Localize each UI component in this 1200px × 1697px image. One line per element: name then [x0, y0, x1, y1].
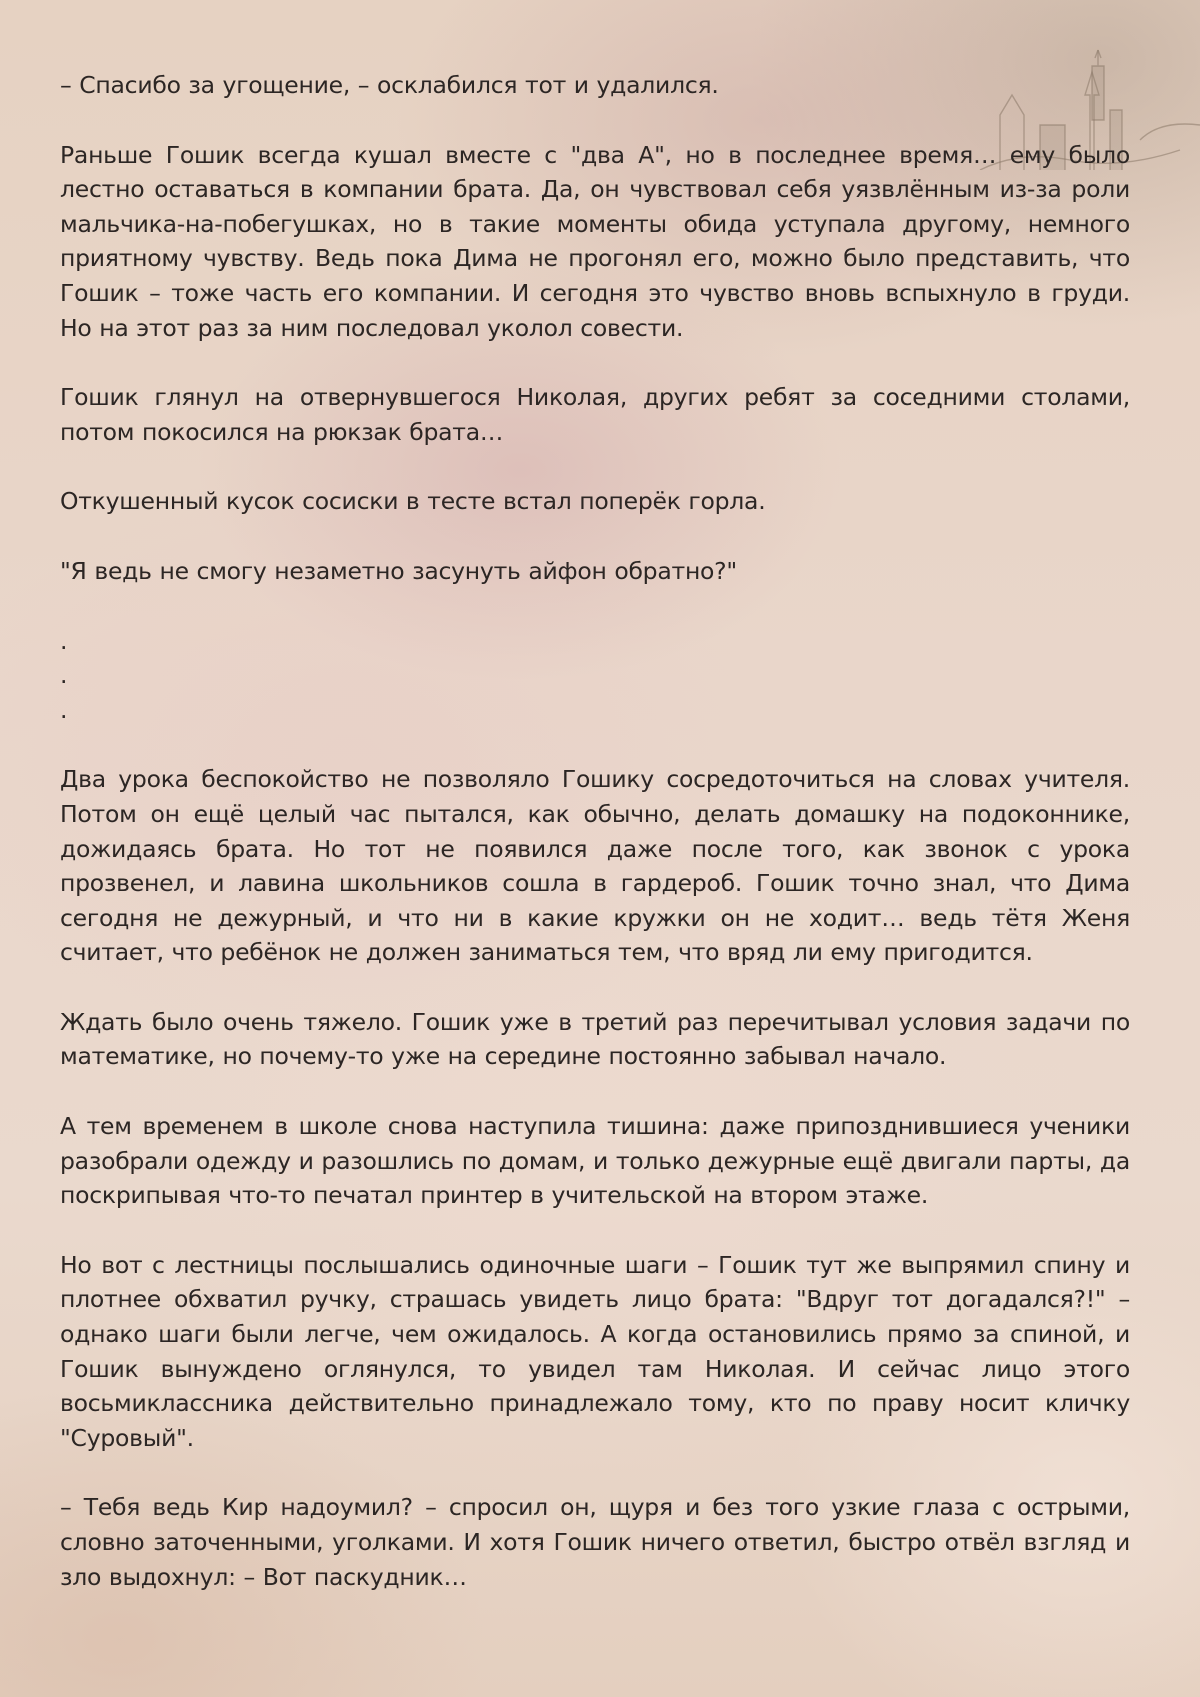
paragraph-nikolai-question: – Тебя ведь Кир надоумил? – спросил он, щуря и без того узкие глаза с острыми, словно заточенными, уголками. И хотя Гошик ничего ответил, быстро отвёл взгляд и зло выдохнул: – Вот паскудник…: [60, 1493, 1130, 1591]
paragraph-footsteps: Но вот с лестницы послышались одиночные шаги – Гошик тут же выпрямил спину и плотнее обхватил ручку, страшась увидеть лицо брата: "Вдруг тот догадался?!" – однако шаги были легче, чем ожидалось. А когда остановились прямо за спиной, и Гошик вынуждено оглянулся, то увидел там Николая. И сейчас лицо этого восьмиклассника действительно принадлежало тому, кто по праву носит кличку "Суровый".: [60, 1250, 1130, 1452]
paragraph-iphone-thought: "Я ведь не смогу незаметно засунуть айфон обратно?": [60, 556, 737, 585]
paragraph-school-silence: А тем временем в школе снова наступила тишина: даже припозднившиеся ученики разобрали одежду и разошлись по домам, и только дежурные ещё двигали парты, да поскрипывая что-то печатал принтер в учительской на втором этаже.: [60, 1112, 1130, 1210]
paragraph-lunch-with-brother: Раньше Гошик всегда кушал вместе с "два А", но в последнее время… ему было лестно оставаться в компании брата. Да, он чувствовал себя уязвлённым из-за роли мальчика-на-побегушках, но в такие моменты обида уступала другому, немного приятному чувству. Ведь пока Дима не прогонял его, можно было представить, что Гошик – тоже часть его компании. И сегодня это чувство вновь вспыхнуло в груди. Но на этот раз за ним последовал уколол совести.: [60, 140, 1130, 342]
story-page: [60, 68, 1130, 1629]
paragraph-two-lessons: Два урока беспокойство не позволяло Гошику сосредоточиться на словах учителя. Потом он ещё целый час пытался, как обычно, делать домашку на подоконнике, дожидаясь брата. Но тот не появился даже после того, как звонок с урока прозвенел, и лавина школьников сошла в гардероб. Гошик точно знал, что Дима сегодня не дежурный, и что ни в какие кружки он не ходит… ведь тётя Женя считает, что ребёнок не должен заниматься тем, что вряд ли ему пригодится.: [60, 765, 1130, 967]
scene-break-dot: .: [60, 661, 68, 690]
scene-break: [60, 624, 1130, 728]
paragraph-waiting: Ждать было очень тяжело. Гошик уже в третий раз перечитывал условия задачи по математике, но почему-то уже на середине постоянно забывал начало.: [60, 1007, 1130, 1071]
scene-break-dot: .: [60, 695, 68, 724]
scene-break-dot: .: [60, 626, 68, 655]
paragraph-sausage-roll: Откушенный кусок сосиски в тесте встал поперёк горла.: [60, 487, 766, 516]
paragraph-glance-at-backpack: Гошик глянул на отвернувшегося Николая, других ребят за соседними столами, потом покосился на рюкзак брата…: [60, 383, 1130, 446]
paragraph-thanks: – Спасибо за угощение, – осклабился тот и удалился.: [60, 71, 719, 99]
